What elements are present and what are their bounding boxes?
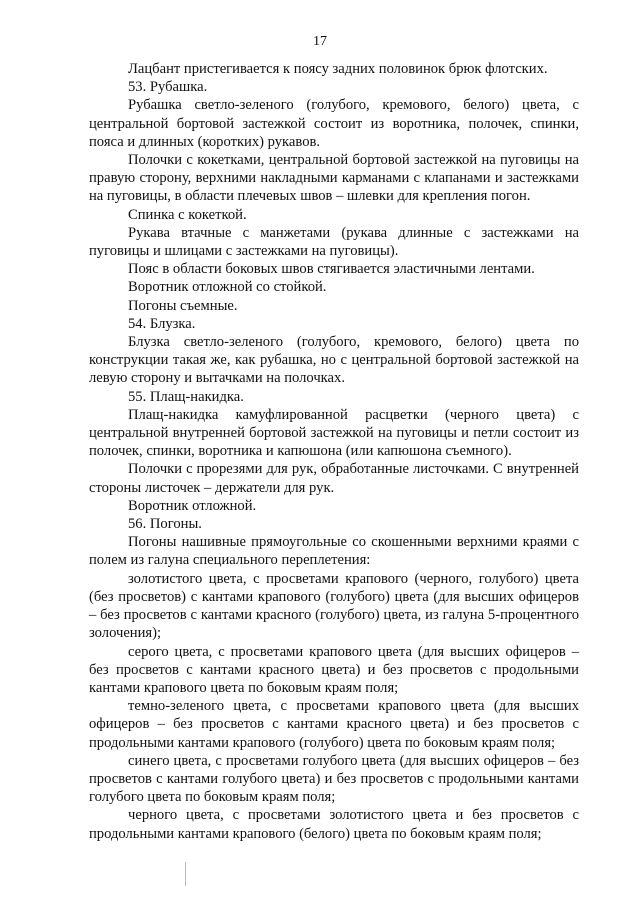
section-heading: 54. Блузка. xyxy=(128,315,196,332)
document-body xyxy=(89,60,579,843)
paragraph: Полочки с прорезями для рук, обработанные листочками. С внутренней стороны листочек – держатели для рук. xyxy=(89,461,579,496)
paragraph: Воротник отложной со стойкой. xyxy=(128,279,327,296)
paragraph: Полочки с кокетками, центральной бортовой застежкой на пуговицы на правую сторону, верхними накладными карманами с клапанами и застежками на пуговицы, в области плечевых швов – шлевки для крепления погон. xyxy=(89,152,579,205)
paragraph: Рукава втачные с манжетами (рукава длинные с застежками на пуговицы и шлицами с застежками на пуговицы). xyxy=(89,224,579,260)
section-heading: 55. Плащ-накидка. xyxy=(128,388,244,405)
scan-artifact-line xyxy=(185,862,186,886)
list-item: синего цвета, с просветами голубого цвета (для высших офицеров – без просветов с кантами голубого цвета) и без просветов с продольными кантами голубого цвета по боковым краям поля; xyxy=(89,752,579,806)
list-item: черного цвета, с просветами золотистого цвета и без просветов с продольными кантами крапового (белого) цвета по боковым краям поля; xyxy=(89,807,579,842)
section-heading: 53. Рубашка. xyxy=(128,79,208,96)
paragraph: Блузка светло-зеленого (голубого, кремового, белого) цвета по конструкции такая же, как рубашка, но с центральной бортовой застежкой на левую сторону и вытачками на полочках. xyxy=(89,334,579,387)
page-number: 17 xyxy=(313,34,327,49)
paragraph: Погоны нашивные прямоугольные со скошенными верхними краями с полем из галуна специального переплетения: xyxy=(89,534,579,569)
section-heading: 56. Погоны. xyxy=(128,516,202,533)
paragraph: Лацбант пристегивается к поясу задних половинок брюк флотских. xyxy=(128,61,548,77)
paragraph: Спинка с кокеткой. xyxy=(128,206,247,223)
list-item: золотистого цвета, с просветами крапового (черного, голубого) цвета (без просветов) с кантами крапового (голубого) цвета (для высших офицеров – без просветов с кантами красного (голубого) цвета, из галуна 5-процентного золочения); xyxy=(89,570,579,642)
list-item: серого цвета, с просветами крапового цвета (для высших офицеров – без просветов с кантами красного цвета) и без просветов с продольными кантами крапового цвета по боковым краям поля; xyxy=(89,643,579,696)
paragraph: Плащ-накидка камуфлированной расцветки (черного цвета) с центральной внутренней бортовой застежкой на пуговицы и петли состоит из полочек, спинки, воротника и капюшона (или капюшона съемного). xyxy=(89,406,579,460)
list-item: темно-зеленого цвета, с просветами крапового цвета (для высших офицеров – без просветов с кантами красного цвета) и без просветов с продольными кантами крапового (голубого) цвета по боковым краям поля; xyxy=(89,698,579,751)
paragraph: Пояс в области боковых швов стягивается эластичными лентами. xyxy=(128,261,535,278)
paragraph: Погоны съемные. xyxy=(128,297,238,314)
paragraph: Рубашка светло-зеленого (голубого, кремового, белого) цвета, с центральной бортовой застежкой состоит из воротника, полочек, спинки, пояса и длинных (коротких) рукавов. xyxy=(89,97,579,150)
paragraph: Воротник отложной. xyxy=(128,497,257,514)
